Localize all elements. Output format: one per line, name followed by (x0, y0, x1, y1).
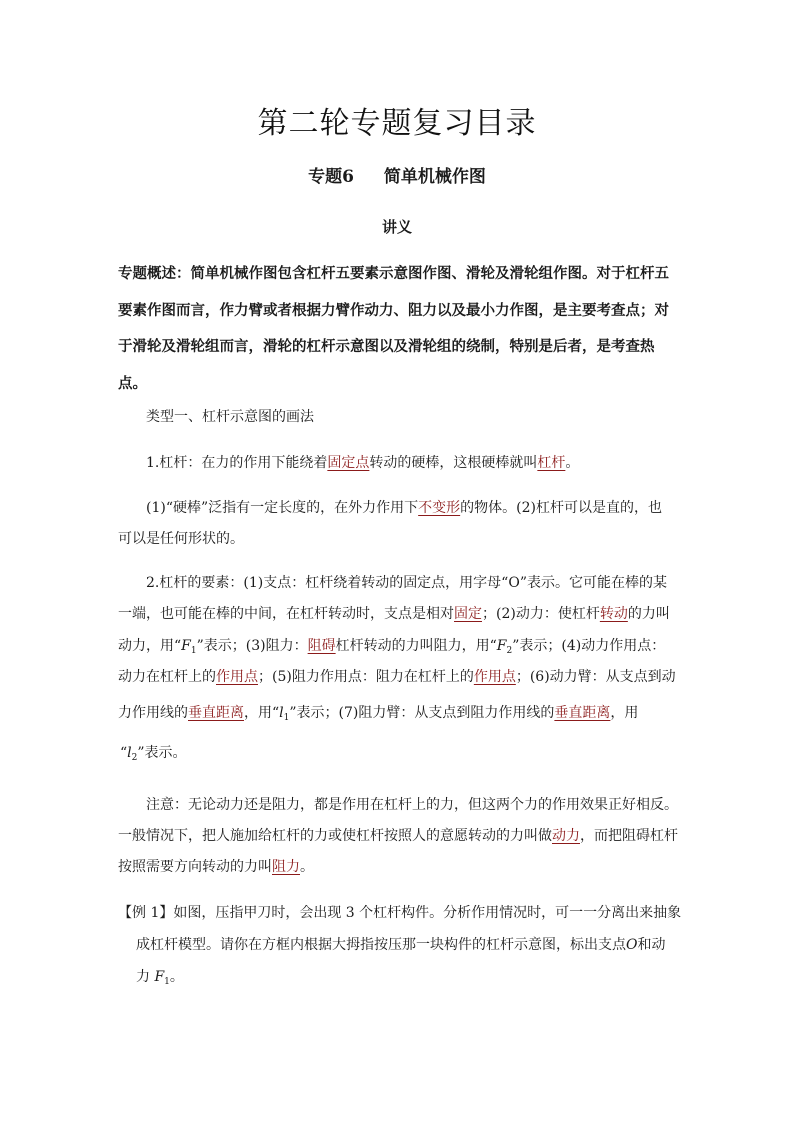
symbol-O: O (626, 937, 638, 953)
text-segment: 动力在杠杆上的 (118, 669, 216, 685)
underlined-term: 阻力 (272, 859, 300, 875)
text-segment: 。 (169, 969, 184, 985)
text-segment: 按照需要方向转动的力叫 (118, 859, 272, 875)
underlined-term: 固定点 (327, 455, 370, 471)
text-segment: 成杠杆模型。请你在方框内根据大拇指按压那一块构件的杠杆示意图，标出支点 (136, 937, 626, 953)
elements-line1: 2.杠杆的要素：(1)支点：杠杆绕着转动的固定点，用字母“O”表示。它可能在棒的某 (146, 575, 667, 591)
lever-note-line1 (146, 497, 662, 517)
section-heading-type1: 类型一、杠杆示意图的画法 (146, 409, 314, 425)
elements-line6 (120, 742, 187, 763)
subscript: 2 (506, 646, 513, 656)
underlined-term: 作用点 (216, 669, 258, 685)
text-segment: 转动的硬棒，这根硬棒就叫 (369, 455, 538, 471)
text-segment: 力作用线的 (118, 705, 188, 721)
attention-line1: 注意：无论动力还是阻力，都是作用在杠杆上的力，但这两个力的作用效果正好相反。 (146, 797, 678, 813)
text-segment: 和动 (637, 937, 666, 953)
underlined-term: 转动 (599, 606, 628, 622)
topic-number: 专题6 (308, 167, 354, 187)
topic-name: 简单机械作图 (383, 167, 486, 187)
page-title: 第二轮专题复习目录 (257, 106, 537, 141)
attention-line2 (118, 825, 678, 845)
underlined-term: 杠杆 (537, 455, 566, 471)
underlined-term: 固定 (454, 606, 482, 622)
text-segment: 的物体。(2)杠杆可以是直的，也 (460, 500, 662, 516)
text-segment: 力 (136, 969, 155, 985)
subscript: 1 (164, 977, 170, 987)
symbol-F: F (181, 638, 191, 654)
handout-label: 讲义 (381, 218, 412, 236)
subscript: 1 (283, 713, 290, 723)
text-segment: 1.杠杆：在力的作用下能绕着 (146, 455, 328, 471)
text-segment: ”表示；(4)动力作用点： (512, 638, 666, 654)
text-segment: 的力叫 (627, 606, 670, 622)
attention-line3 (118, 856, 314, 876)
text-segment: 一般情况下，把人施加给杠杆的力或使杠杆按照人的意愿转动的力叫做 (118, 828, 552, 844)
text-segment: 。 (565, 455, 580, 471)
underlined-term: 动力 (552, 828, 580, 844)
text-segment: ；(5)阻力作用点：阻力在杠杆上的 (258, 669, 474, 685)
text-segment: ；(2)动力：使杠杆 (482, 606, 600, 622)
lever-definition (146, 452, 579, 472)
text-segment: 动力，用“ (118, 638, 182, 654)
text-segment: ”表示。 (137, 745, 187, 761)
text-segment: ，而把阻碍杠杆 (580, 828, 678, 844)
text-segment: (1)“硬棒”泛指有一定长度的，在外力作用下 (146, 500, 419, 516)
text-segment: ”表示；(7)阻力臂：从支点到阻力作用线的 (289, 705, 555, 721)
overview-paragraph: 专题概述：简单机械作图包含杠杆五要素示意图作图、滑轮及滑轮组作图。对于杠杆五要素作图而言，作力臂或者根据力臂作动力、阻力以及最小力作图，是主要考查点；对于滑轮及滑轮组而言，滑轮的杠杆示意图以及滑轮组的绕制，特别是后者，是考查热点。 (118, 265, 669, 392)
elements-line2 (118, 603, 670, 623)
lever-note-line2: 可以是任何形状的。 (118, 531, 244, 547)
text-segment: 。 (300, 859, 314, 875)
underlined-term: 垂直距离 (554, 705, 611, 721)
text-segment: “ (120, 745, 128, 761)
underlined-term: 垂直距离 (188, 705, 244, 721)
elements-line5 (118, 702, 638, 723)
underlined-term: 作用点 (473, 669, 516, 685)
text-segment: 杠杆转动的力叫阻力，用“ (335, 638, 497, 654)
example1-line2 (136, 934, 665, 954)
text-segment: ；(6)动力臂：从支点到动 (515, 669, 676, 685)
text-segment: ，用 (610, 705, 639, 721)
topic-heading (0, 162, 794, 187)
underlined-term: 不变形 (418, 500, 461, 516)
text-segment: ，用“ (244, 705, 280, 721)
subscript: 1 (190, 646, 197, 656)
example1-line1: 【例 1】如图，压指甲刀时，会出现 3 个杠杆构件。分析作用情况时，可一一分离出来抽象 (118, 905, 682, 921)
subscript: 2 (131, 753, 138, 763)
text-segment: 一端，也可能在棒的中间，在杠杆转动时，支点是相对 (118, 606, 454, 622)
example1-line3 (136, 966, 184, 987)
elements-line3 (118, 635, 665, 656)
symbol-l: l (279, 705, 284, 721)
symbol-F: F (496, 638, 507, 654)
text-segment: ”表示；(3)阻力： (196, 638, 308, 654)
symbol-l: l (127, 745, 132, 761)
symbol-F: F (154, 969, 165, 985)
underlined-term: 阻碍 (307, 638, 336, 654)
elements-line4 (118, 666, 676, 686)
